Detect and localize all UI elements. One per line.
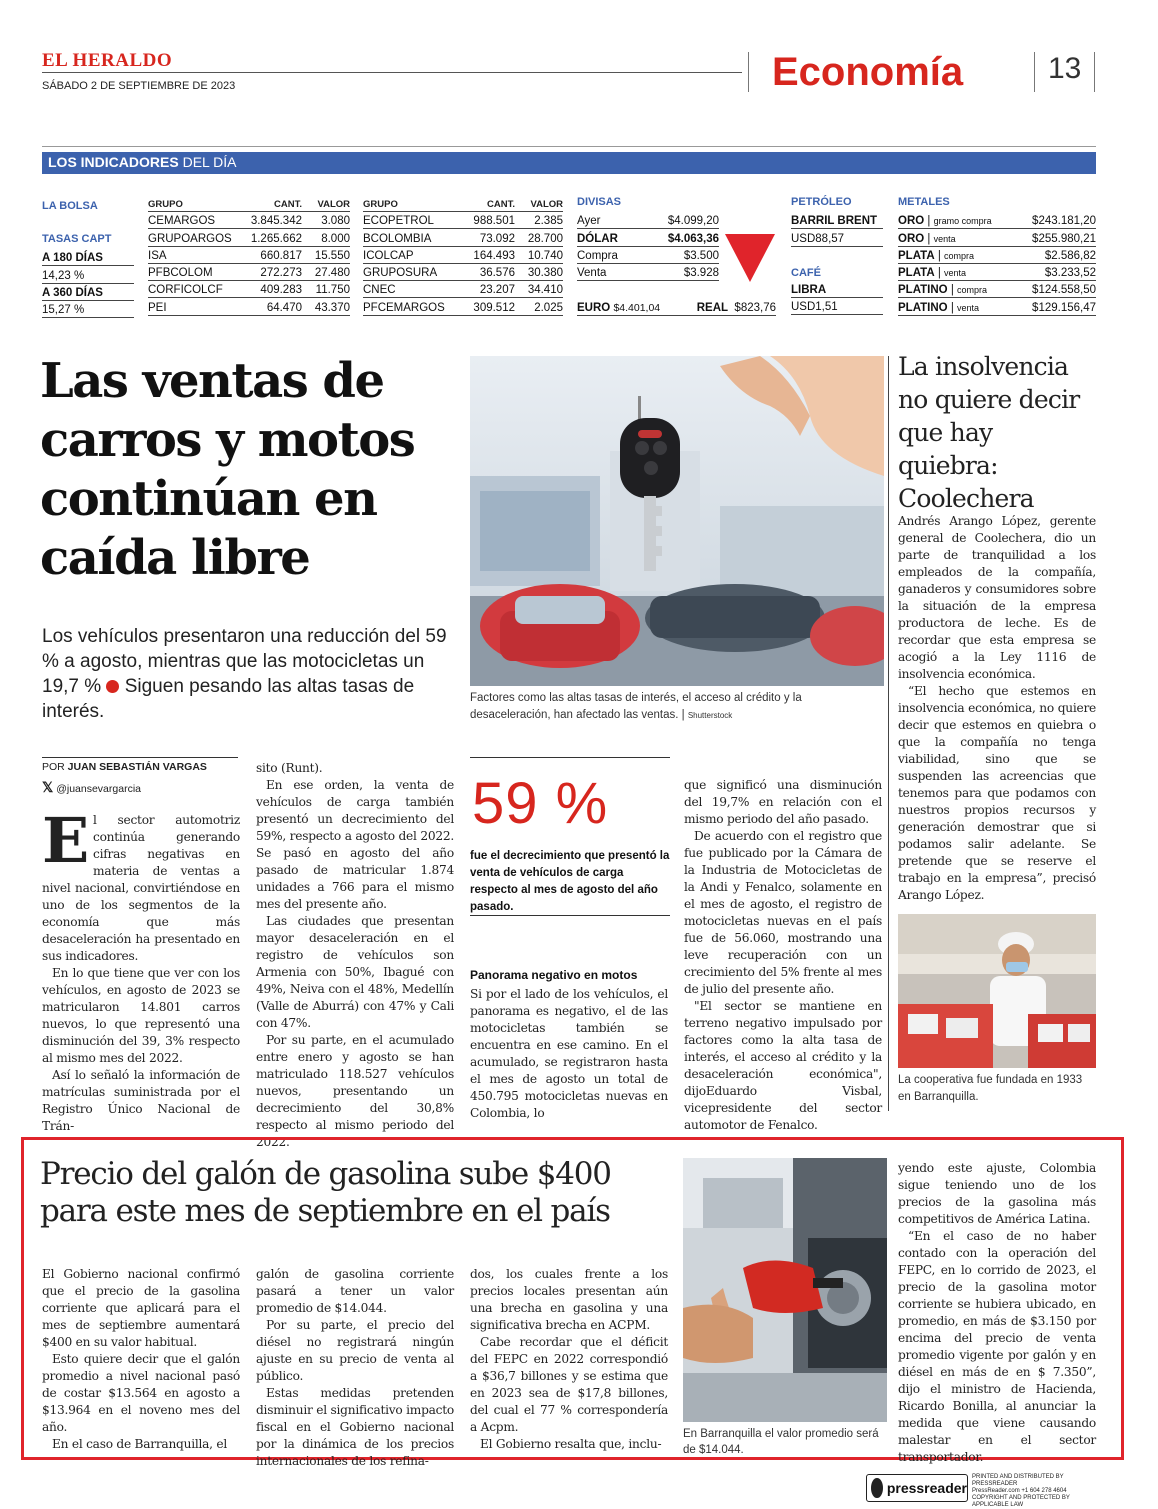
- divisas-euro-real: EURO $4.401,04 REAL $823,76: [577, 298, 776, 315]
- byline-rule: [42, 757, 238, 758]
- stock-row: CEMARGOS 3.845.342 3.080: [148, 212, 350, 229]
- divisas-column: [577, 196, 777, 316]
- d180-label: A 180 DÍAS: [42, 249, 134, 266]
- dollar-down-arrow-icon: [723, 232, 777, 284]
- libra-value: USD1,51: [791, 298, 883, 315]
- stock-row: PEI 64.470 43.370: [148, 298, 350, 315]
- libra-label: LIBRA: [791, 281, 883, 298]
- main-headline: Las ventas de carros y motos continúan en caída libre: [40, 353, 415, 586]
- metal-row: PLATINO | venta $129.156,47: [898, 298, 1096, 315]
- pressreader-logo-icon: [871, 1478, 883, 1498]
- gas-column-4: yendo este ajuste, Colombia sigue teniendo uno de los precios de la gasolina más competitivos de América Latina. “En el caso de no haber contado con la operación del FEPC, en lo corrido de 2023, el precio de la gasolina motor corriente se hubiera ubicado, en promedio, en más de $3.150 por encima del precio de venta promedio vigente por galón y en diésel en más de en $ 7.350”, dijo el ministro de Hacienda, Ricardo Bonilla, al anunciar la medida que viene causando malestar en el sector transportador.: [898, 1161, 1096, 1464]
- main-column-2: sito (Runt). En ese orden, la venta de vehículos de carga también presentó un decrecimiento del 59%, respecto a agosto del 2022. Se pasó en agosto del año pasado de matricular 1.874 unidades a 766 para el mismo mes del presente año. Las ciudades que presentan mayor desaceleración en el registro de vehículos son Armenia con 50%, Ibagué con 49%, Neiva con el 48%, Medellín (Valle de Aburrá) con 47% y Cali con 47%. Por su parte, en el acumulado entre enero y agosto se han matriculado 118.527 vehículos nuevos, presentando un decrecimiento del 30,8% respecto al mismo periodo del 2022.: [256, 761, 454, 1149]
- car-photo-caption: Factores como las altas tasas de interés, el acceso al crédito y la desaceleración, han afectado las ventas. | Shutterstock: [470, 692, 802, 721]
- brent-label: BARRIL BRENT: [791, 212, 883, 229]
- twitter-handle: 𝕏 @juansevargarcia: [42, 779, 141, 795]
- photo-credit: Shutterstock: [687, 711, 733, 720]
- divisas-spacer: [577, 281, 719, 298]
- stock-row: PFBCOLOM 272.273 27.480: [148, 264, 350, 281]
- subhead: Panorama negativo en motos: [470, 968, 638, 982]
- stat-rule: [470, 757, 670, 758]
- stock-row: ICOLCAP 164.493 10.740: [363, 247, 563, 264]
- coolechera-photo-caption: La cooperativa fue fundada en 1933 en Barranquilla.: [898, 1074, 1083, 1103]
- divisas-venta: Venta $3.928: [577, 264, 719, 281]
- metales-column: [898, 196, 1096, 316]
- stocks-table-header: GRUPO CANT. VALOR: [363, 196, 563, 212]
- section-title: Economía: [772, 50, 964, 94]
- indicators-title-rest: DEL DÍA: [178, 154, 237, 170]
- gas-column-2: galón de gasolina corriente pasará a tener un valor promedio de $14.044. Por su parte, el precio del diésel no registrará ningún ajuste en su precio de venta al público. Estas medidas pretenden disminuir el significativo impacto fiscal en el Gobierno nacional por la dinámica de los precios internacionales de los refina-: [256, 1267, 454, 1468]
- metal-row: ORO | venta $255.980,21: [898, 229, 1096, 246]
- stocks-table-2: [363, 196, 563, 316]
- stock-row: BCOLOMBIA 73.092 28.700: [363, 229, 563, 246]
- sidebar-headline: La insolvencia no quiere decir que hay quiebra: Coolechera: [898, 352, 1080, 513]
- stat-rule: [470, 915, 670, 916]
- divisas-label: DIVISAS: [577, 196, 622, 208]
- header-divider: [748, 52, 749, 92]
- metal-row: PLATA | venta $3.233,52: [898, 264, 1096, 281]
- metal-row: ORO | gramo compra $243.181,20: [898, 212, 1096, 229]
- indicators-rule: [42, 146, 1096, 147]
- stock-row: CNEC 23.207 34.410: [363, 281, 563, 298]
- bolsa-label: LA BOLSA: [42, 200, 98, 212]
- d360-label: A 360 DÍAS: [42, 284, 134, 301]
- main-deck: Los vehículos presentaron una reducción del 59 % a agosto, mientras que las motocicletas un 19,7 % Siguen pesando las altas tasas de interés.: [42, 626, 447, 722]
- gasoline-headline: Precio del galón de gasolina sube $400 para este mes de septiembre en el país: [40, 1156, 611, 1229]
- petroleo-spacer: [791, 247, 883, 264]
- header-divider: [1034, 52, 1035, 92]
- metales-label: METALES: [898, 196, 950, 208]
- cafe-label: CAFÉ: [791, 266, 821, 279]
- gas-pump-photo: [683, 1158, 887, 1422]
- header-rule: [42, 72, 742, 73]
- d360-value: 15,27 %: [42, 301, 134, 318]
- stocks-table-header: GRUPO CANT. VALOR: [148, 196, 350, 212]
- gas-photo-caption: En Barranquilla el valor promedio será de $14.044.: [683, 1428, 879, 1456]
- sidebar-divider: [888, 356, 889, 1111]
- pressreader-badge[interactable]: pressreader: [866, 1474, 968, 1502]
- coolechera-worker-photo: [898, 914, 1096, 1068]
- divisas-ayer: Ayer $4.099,20: [577, 212, 719, 229]
- metal-row: PLATINO | compra $124.558,50: [898, 281, 1096, 298]
- brent-value: USD88,57: [791, 229, 883, 246]
- pressreader-fine-print: PRINTED AND DISTRIBUTED BY PRESSREADER PressReader.com +1 604 278 4604 COPYRIGHT AND PROTECTED BY APPLICABLE LAW: [972, 1474, 1070, 1508]
- stock-row: CORFICOLCF 409.283 11.750: [148, 281, 350, 298]
- stocks-table-1: [148, 196, 350, 316]
- stock-row: ISA 660.817 15.550: [148, 247, 350, 264]
- indicators-title-bold: LOS INDICADORES: [48, 154, 179, 170]
- byline: POR JUAN SEBASTIÁN VARGAS: [42, 761, 207, 773]
- metal-row: PLATA | compra $2.586,82: [898, 247, 1096, 264]
- issue-date: SÁBADO 2 DE SEPTIEMBRE DE 2023: [42, 80, 236, 92]
- stat-description: fue el decrecimiento que presentó la venta de vehículos de carga respecto al mes de agosto del año pasado.: [470, 850, 670, 913]
- stock-row: ECOPETROL 988.501 2.385: [363, 212, 563, 229]
- drop-cap: E: [42, 804, 90, 877]
- main-column-4: que significó una disminución del 19,7% en relación con el mismo periodo del año pasado. De acuerdo con el registro que fue publicado por la Cámara de la Industria de Motocicletas de la Andi y Fenalco, solamente en el mes de agosto, el registro de motocicletas nuevas en el país fue de 56.060, mostrando una leve recuperación con un crecimiento del 5% frente al mes de julio del presente año. "El sector se mantiene en terreno negativo impulsado por factores como la alta tasa de interés, el acceso al crédito y la desaceleración económica", dijoEduardo Visbal, vicepresidente del sector automotor de Fenalco.: [684, 778, 882, 1132]
- x-logo-icon: 𝕏: [42, 779, 54, 795]
- car-key-photo: [470, 356, 884, 686]
- divisas-dolar: DÓLAR $4.063,36: [577, 229, 719, 246]
- bullet-dot-icon: [106, 680, 119, 693]
- stat-number: 59 %: [472, 771, 609, 836]
- stock-row: PFCEMARGOS 309.512 2.025: [363, 298, 563, 315]
- page-number: 13: [1048, 52, 1082, 85]
- main-column-3: Si por el lado de los vehículos, el panorama es negativo, el de las motocicletas también se encuentra en ese camino. En el acumulado, se registraron hasta el mes de agosto un total de 450.795 motocicletas nuevas en Colombia, lo: [470, 987, 668, 1120]
- newspaper-logo: EL HERALDO: [42, 50, 173, 71]
- divisas-compra: Compra $3.500: [577, 247, 719, 264]
- d180-value: 14,23 %: [42, 266, 134, 283]
- petroleo-column: [791, 196, 883, 315]
- indicators-title-bar: [42, 152, 1096, 174]
- petroleo-label: PETRÓLEO: [791, 196, 852, 208]
- gas-column-1: El Gobierno nacional confirmó que el precio de la gasolina corriente que aplicará para el mes de septiembre aumentará $400 en su valor habitual. Esto quiere decir que el galón promedio a nivel nacional pasó de costar $13.564 en agosto a $13.964 en el noveno mes del año. En el caso de Barranquilla, el: [42, 1267, 240, 1451]
- bolsa-column: [42, 196, 134, 318]
- sidebar-body: Andrés Arango López, gerente general de Coolechera, dio un parte de tranquilidad a los empleados de la compañía, ganaderos y consumidores sobre la situación de la empresa productora de leche. Es de recordar que esta empresa se acogió a la Ley 1116 de insolvencia económica. “El hecho que estemos en insolvencia económica, no quiere decir que estemos en quiebra o que la compañía no tenga viabilidad, sino que se suspenden las acreencias que tenemos para que podamos con nuestros propios recursos y generación demostrar que si podamos salir adelante. Se pretende que se reserve el trabajo en la empresa”, precisó Arango López.: [898, 514, 1096, 902]
- gas-column-3: dos, los cuales frente a los precios locales presentan aún una brecha en gasolina y una significativa brecha en ACPM. Cabe recordar que el déficit del FEPC en 2022 correspondió a $36,7 billones y se estima que en 2023 sea de $17,8 billones, del cual el 77 % correspondería a Acpm. El Gobierno resalta que, inclu-: [470, 1267, 668, 1451]
- main-column-1: El sector automotriz continúa generando cifras negativas en materia de ventas a nivel nacional, convirtiéndose en uno de los segmentos de la economía que más desaceleración ha presentado en sus indicadores. En lo que tiene que ver con los vehículos, en agosto de 2023 se matricularon 14.801 carros nuevos, lo que representó una disminución del 39, 3% respecto al mismo mes del 2022. Así lo señaló la información de matrículas suministrada por el Registro Único Nacional de Trán-: [42, 804, 240, 1133]
- stock-row: GRUPOSURA 36.576 30.380: [363, 264, 563, 281]
- stock-row: GRUPOARGOS 1.265.662 8.000: [148, 229, 350, 246]
- header-divider: [1094, 52, 1095, 92]
- tasas-label: TASAS CAPT: [42, 233, 112, 245]
